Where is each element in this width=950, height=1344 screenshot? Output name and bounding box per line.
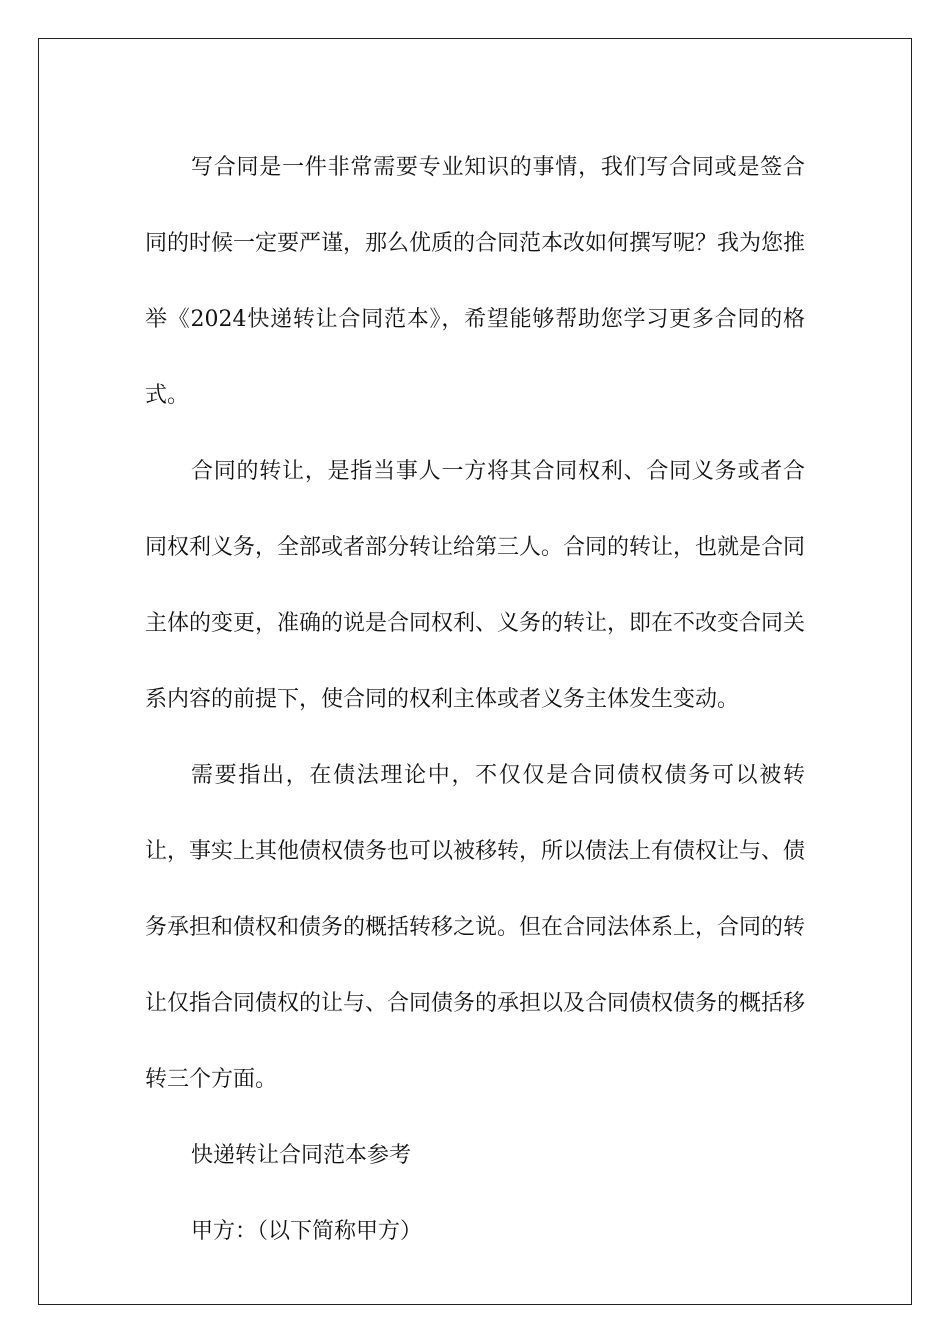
party-a-line: 甲方：（以下简称甲方） bbox=[191, 1219, 423, 1244]
transfer-definition-paragraph: 合同的转让，是指当事人一方将其合同权利、合同义务或者合同权利义务，全部或者部分转让给第三人。合同的转让，也就是合同主体的变更，准确的说是合同权利、义务的转让，即在不改变合同关系内容的前提下，使合同的权利主体或者义务主体发生变动。 bbox=[145, 459, 806, 712]
document-body bbox=[145, 130, 805, 1270]
intro-paragraph: 写合同是一件非常需要专业知识的事情，我们写合同或是签合同的时候一定要严谨，那么优质的合同范本改如何撰写呢？我为您推举《2024快递转让合同范本》，希望能够帮助您学习更多合同的格式。 bbox=[145, 155, 806, 408]
reference-title: 快递转让合同范本参考 bbox=[191, 1143, 412, 1168]
debt-law-paragraph: 需要指出，在债法理论中，不仅仅是合同债权债务可以被转让，事实上其他债权债务也可以被移转，所以债法上有债权让与、债务承担和债权和债务的概括转移之说。但在合同法体系上，合同的转让仅指合同债权的让与、合同债务的承担以及合同债权债务的概括移转三个方面。 bbox=[145, 763, 806, 1092]
